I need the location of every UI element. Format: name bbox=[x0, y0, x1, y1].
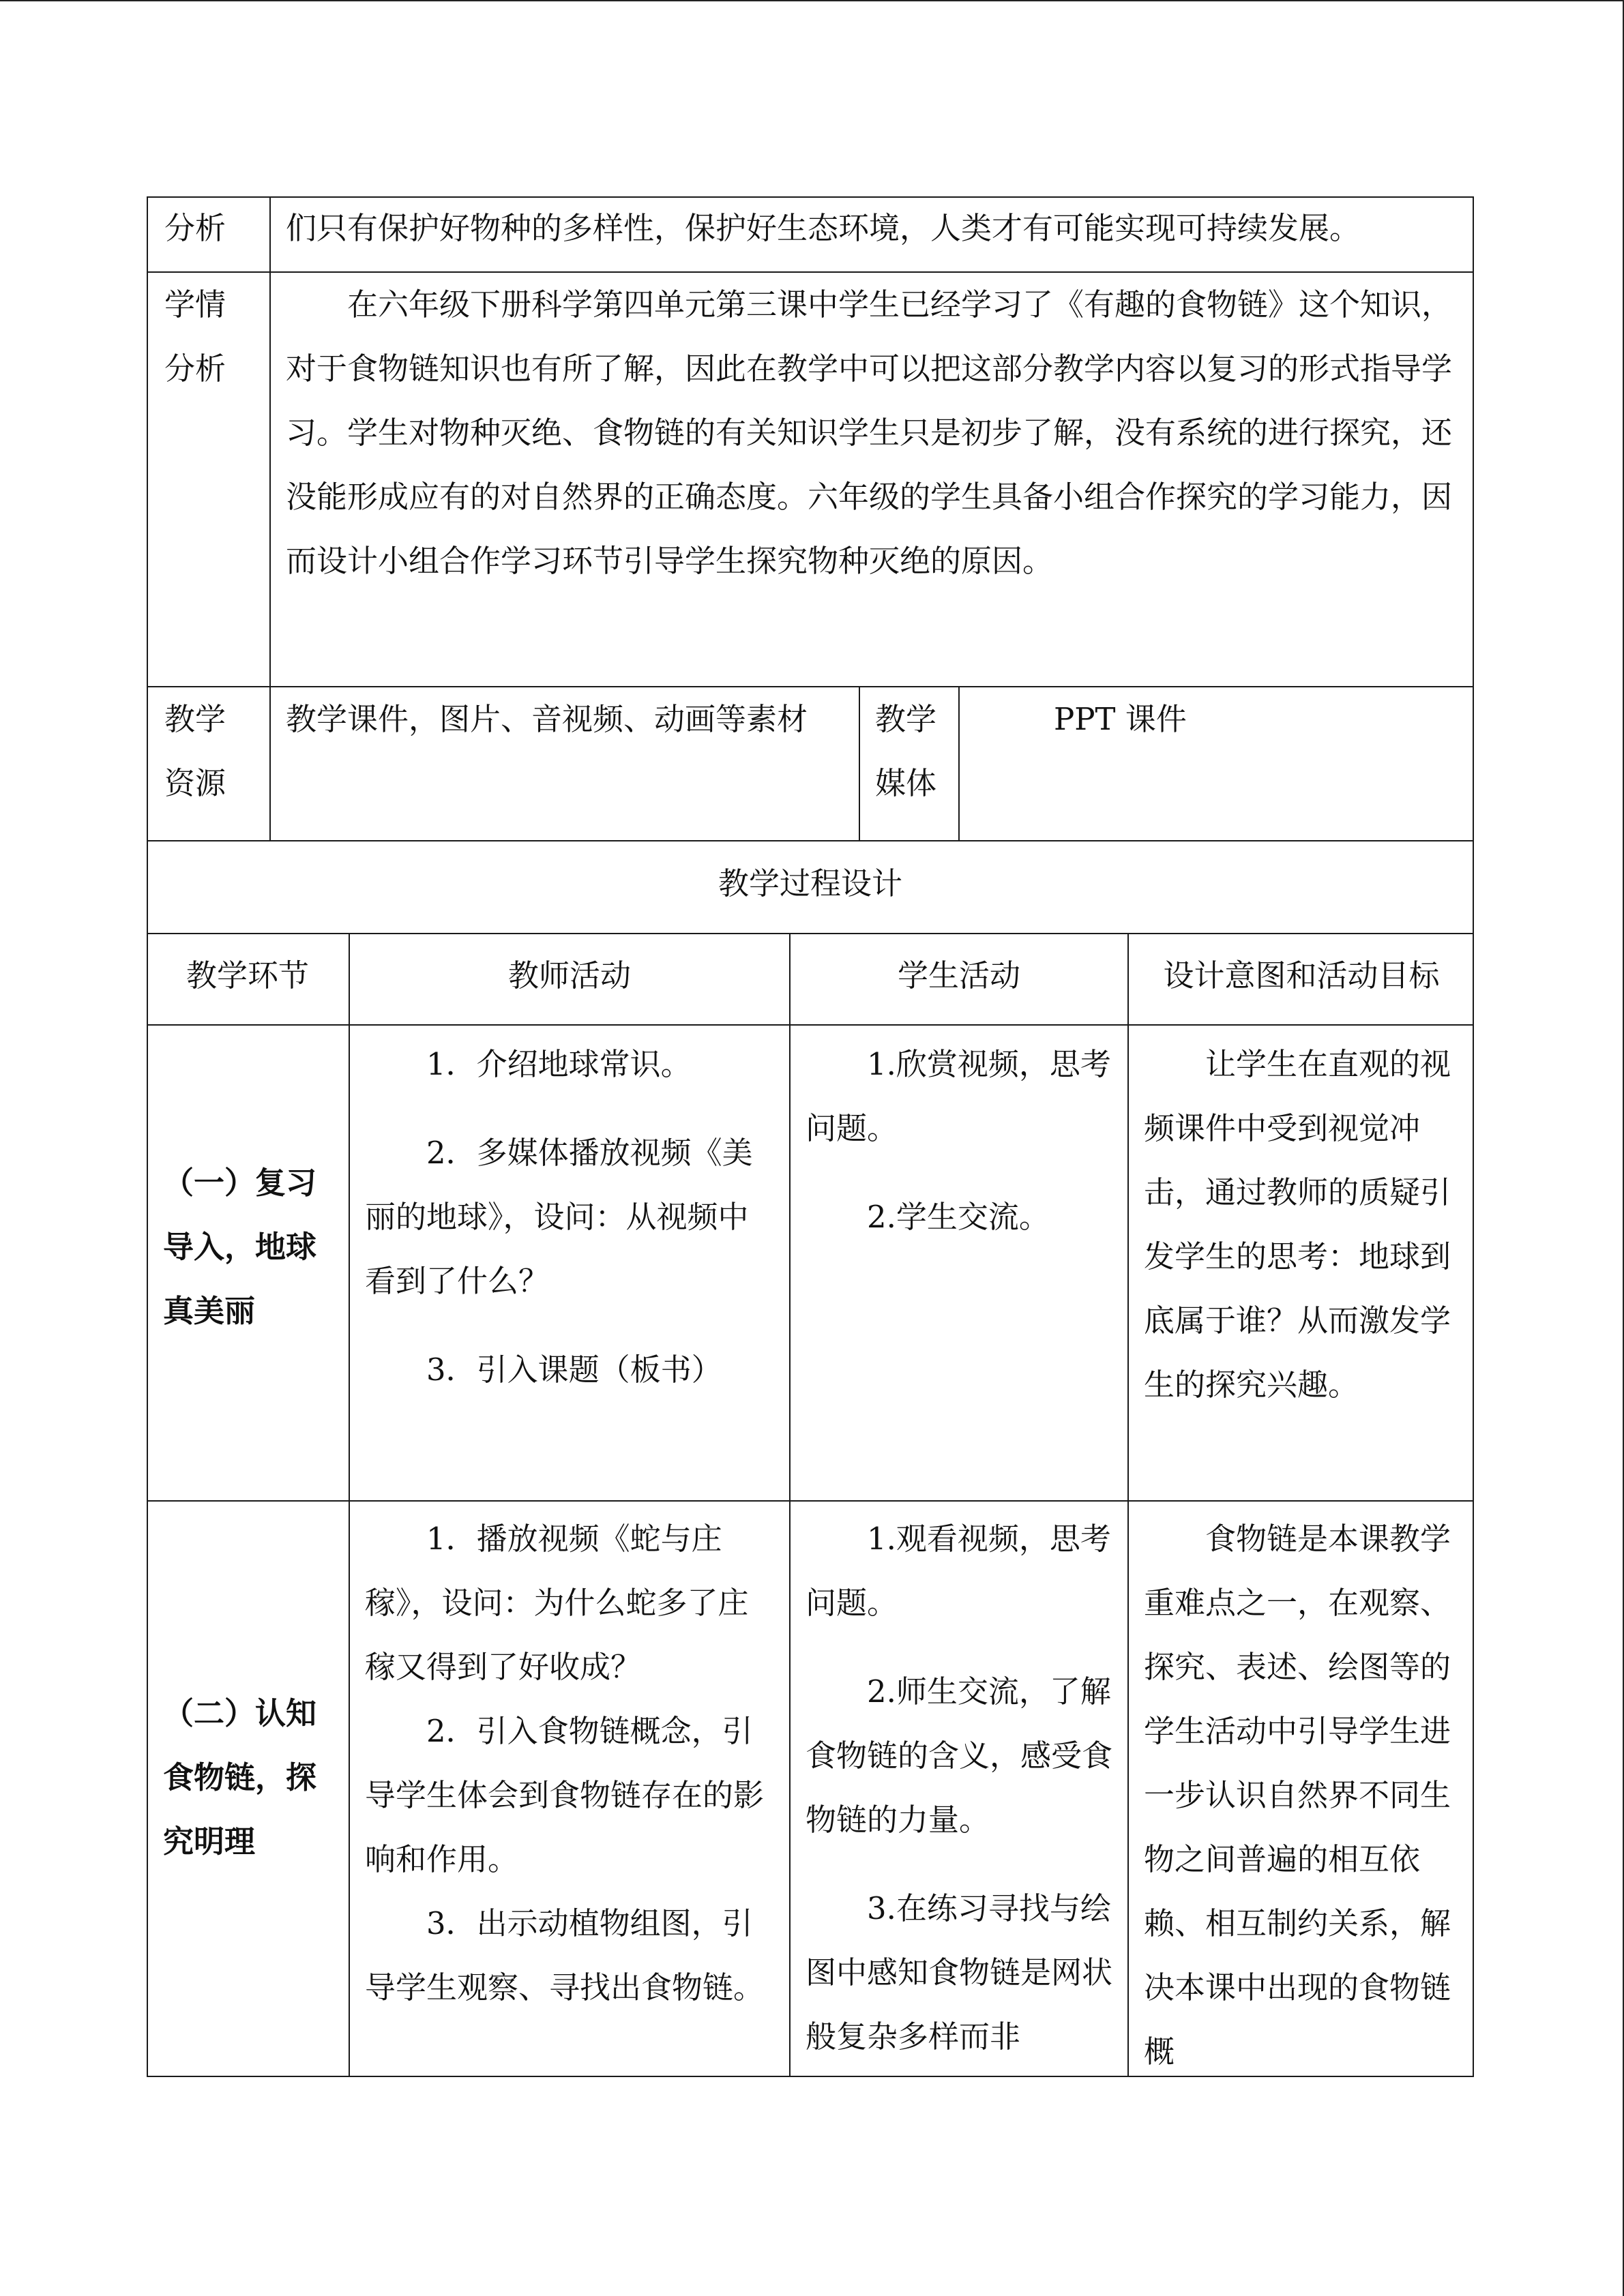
teacher-activity-1-item3: 3．引入课题（板书） bbox=[426, 1352, 722, 1388]
stage-1-line3: 真美丽 bbox=[163, 1293, 256, 1329]
row-divider bbox=[147, 933, 1474, 934]
stage-2-line3: 究明理 bbox=[163, 1823, 256, 1860]
teacher-activity-2 bbox=[350, 1507, 789, 2020]
teacher-activity-1 bbox=[350, 1032, 789, 1402]
header-teacher: 教师活动 bbox=[507, 957, 631, 994]
teacher-activity-2-item3: 3．出示动植物组图，引导学生观察、寻找出食物链。 bbox=[365, 1905, 765, 2006]
resources-label bbox=[164, 687, 267, 816]
student-analysis-label bbox=[164, 273, 267, 401]
header-stage: 教学环节 bbox=[186, 957, 309, 994]
stage-1 bbox=[163, 1151, 347, 1343]
col-divider bbox=[859, 686, 860, 840]
student-analysis-label-line2: 分析 bbox=[164, 351, 226, 387]
student-activity-2 bbox=[791, 1507, 1127, 2069]
media-label-line2: 媒体 bbox=[875, 765, 937, 801]
header-student: 学生活动 bbox=[897, 957, 1020, 994]
student-analysis-text: 在六年级下册科学第四单元第三课中学生已经学习了《有趣的食物链》这个知识，对于食物链知识也有所了解，因此在教学中可以把这部分教学内容以复习的形式指导学习。学生对物种灭绝、食物链的有关知识学生只是初步了解，没有系统的进行探究，还没能形成应有的对自然界的正确态度。六年级的学生具备小组合作探究的学习能力，因而设计小组合作学习环节引导学生探究物种灭绝的原因。 bbox=[286, 286, 1453, 579]
header-goal: 设计意图和活动目标 bbox=[1163, 957, 1440, 994]
row-divider bbox=[147, 1024, 1474, 1026]
design-goal-2: 食物链是本课教学重难点之一，在观察、探究、表述、绘图等的学生活动中引导学生进一步认识自然界不同生物之间普遍的相互依赖、相互制约关系，解决本课中出现的食物链概 bbox=[1144, 1521, 1451, 2070]
student-analysis-label-line1: 学情 bbox=[164, 286, 226, 323]
student-activity-2-item2: 2.师生交流，了解食物链的含义，感受食物链的力量。 bbox=[806, 1673, 1113, 1838]
student-activity-1-item2: 2.学生交流。 bbox=[867, 1199, 1050, 1235]
student-activity-1-item1: 1.欣赏视频，思考问题。 bbox=[806, 1046, 1111, 1146]
stage-2-line1: （二）认知 bbox=[163, 1695, 317, 1731]
teacher-activity-2-item2: 2．引入食物链概念，引导学生体会到食物链存在的影响和作用。 bbox=[365, 1713, 765, 1877]
stage-2 bbox=[163, 1682, 347, 1874]
student-activity-2-item3: 3.在练习寻找与绘图中感知食物链是网状般复杂多样而非 bbox=[806, 1890, 1113, 2055]
col-divider bbox=[958, 686, 960, 840]
student-activity-1 bbox=[791, 1032, 1127, 1249]
stage-2-line2: 食物链，探 bbox=[163, 1759, 317, 1795]
row-divider bbox=[147, 1500, 1474, 1502]
teacher-activity-1-item2: 2．多媒体播放视频《美丽的地球》，设问：从视频中看到了什么？ bbox=[365, 1135, 753, 1299]
stage-1-line2: 导入，地球 bbox=[163, 1229, 317, 1265]
process-title: 教学过程设计 bbox=[718, 865, 902, 901]
student-activity-2-item1: 1.观看视频，思考问题。 bbox=[806, 1521, 1111, 1621]
media-label-line1: 教学 bbox=[875, 701, 937, 737]
analysis-text: 们只有保护好物种的多样性，保护好生态环境，人类才有可能实现可持续发展。 bbox=[286, 210, 1361, 246]
analysis-label: 分析 bbox=[164, 210, 226, 246]
row-divider bbox=[147, 840, 1474, 841]
stage-1-line1: （一）复习 bbox=[163, 1165, 317, 1201]
resources-value: 教学课件，图片、音视频、动画等素材 bbox=[286, 701, 808, 737]
teacher-activity-2-item1: 1．播放视频《蛇与庄稼》，设问：为什么蛇多了庄稼又得到了好收成？ bbox=[365, 1521, 749, 1685]
media-label bbox=[875, 687, 957, 816]
page-top-border bbox=[0, 0, 1624, 1]
lesson-plan-table bbox=[147, 196, 1474, 2077]
teacher-activity-1-item1: 1．介绍地球常识。 bbox=[426, 1046, 692, 1082]
resources-label-line1: 教学 bbox=[164, 701, 226, 737]
media-value: PPT 课件 bbox=[1054, 701, 1187, 737]
resources-label-line2: 资源 bbox=[164, 765, 226, 801]
design-goal-1: 让学生在直观的视频课件中受到视觉冲击，通过教师的质疑引发学生的思考：地球到底属于谁？从而激发学生的探究兴趣。 bbox=[1144, 1046, 1451, 1403]
